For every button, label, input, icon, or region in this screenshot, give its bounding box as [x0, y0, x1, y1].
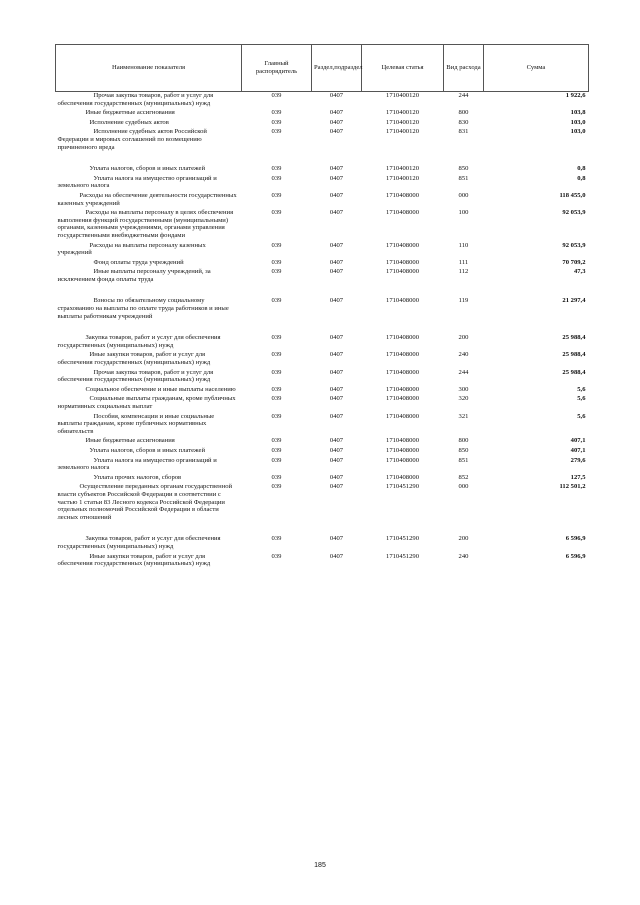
table-row	[56, 128, 589, 165]
row-name: Расходы на выплаты персоналу в целях обеспечения выполнения функций государственными (муниципальными) органами, казенными учреждениями, органами управления государственными внебюджетными фондами	[57, 209, 234, 239]
row-name: Осуществление переданных органам государственной власти субъектов Российской Федерации в соответствии с частью 1 статьи 83 Лесного кодекса Российской Федерации отдельных полномочий Российской Федерации в области лесных отношений	[57, 483, 233, 521]
row-target-article: 1710400120	[386, 118, 419, 126]
row-main-manager: 039	[271, 446, 282, 454]
row-name: Прочая закупка товаров, работ и услуг для обеспечения государственных (муниципальных) нужд	[57, 368, 214, 384]
row-name: Уплата налогов, сборов и иных платежей	[89, 165, 205, 173]
row-main-manager: 039	[271, 258, 282, 266]
table-row	[56, 447, 589, 457]
table-row	[56, 92, 589, 110]
row-amount: 92 053,9	[562, 241, 586, 249]
row-main-manager: 039	[271, 165, 282, 173]
row-name: Уплата налога на имущество организаций и земельного налога	[57, 456, 217, 472]
row-name: Закупка товаров, работ и услуг для обеспечения государственных (муниципальных) нужд	[57, 535, 221, 550]
row-amount: 407,1	[570, 437, 586, 445]
row-expense-type: 850	[458, 165, 469, 173]
row-name: Иные выплаты персоналу учреждений, за исключением фонда оплаты труда	[57, 268, 211, 283]
row-target-article: 1710408000	[386, 209, 419, 217]
header-indicator-name: Наименование показателя	[56, 45, 242, 92]
row-section: 0407	[329, 191, 344, 199]
row-amount: 25 988,4	[562, 351, 586, 359]
row-main-manager: 039	[271, 297, 282, 305]
table-row	[56, 297, 589, 334]
row-amount: 1 922,6	[565, 92, 586, 99]
row-expense-type: 244	[458, 368, 469, 376]
row-expense-type: 321	[458, 412, 469, 420]
row-target-article: 1710408000	[386, 191, 419, 199]
row-expense-type: 244	[458, 92, 469, 99]
row-expense-type: 200	[458, 535, 469, 543]
row-amount: 6 596,9	[565, 535, 586, 543]
row-target-article: 1710400120	[386, 92, 419, 99]
row-main-manager: 039	[271, 456, 282, 464]
table-row	[56, 351, 589, 368]
table-row	[56, 437, 589, 447]
row-expense-type: 110	[458, 241, 469, 249]
row-name: Взносы по обязательному социальному страхованию на выплаты по оплате труда работников и иные выплаты работникам учреждений	[57, 297, 229, 320]
row-amount: 103,0	[570, 118, 586, 126]
row-expense-type: 800	[458, 109, 469, 117]
row-name: Исполнение судебных актов Российской Федерации и мировых соглашений по возмещению причиненного вреда	[57, 128, 207, 151]
row-amount: 47,3	[573, 268, 586, 276]
row-target-article: 1710408000	[386, 258, 419, 266]
row-name: Социальное обеспечение и иные выплаты населению	[85, 385, 236, 393]
table-row	[56, 457, 589, 474]
row-target-article: 1710408000	[386, 395, 419, 403]
row-amount: 0,8	[577, 174, 586, 182]
row-section: 0407	[329, 412, 344, 420]
row-name: Расходы на выплаты персоналу казенных учреждений	[57, 241, 206, 257]
row-expense-type: 851	[458, 456, 469, 464]
row-amount: 92 053,9	[562, 209, 586, 217]
table-row	[56, 553, 589, 570]
page-number: 185	[314, 862, 326, 869]
row-target-article: 1710451290	[386, 535, 419, 543]
table-row	[56, 119, 589, 129]
row-main-manager: 039	[271, 412, 282, 420]
row-section: 0407	[329, 118, 344, 126]
row-target-article: 1710408000	[386, 268, 419, 276]
row-name: Исполнение судебных актов	[89, 118, 169, 126]
row-amount: 118 455,0	[559, 191, 586, 199]
row-section: 0407	[329, 446, 344, 454]
row-target-article: 1710408000	[386, 297, 419, 305]
row-amount: 21 297,4	[562, 297, 586, 305]
row-expense-type: 830	[458, 118, 469, 126]
row-amount: 25 988,4	[562, 334, 586, 342]
row-main-manager: 039	[271, 118, 282, 126]
row-expense-type: 000	[458, 483, 469, 491]
row-section: 0407	[329, 535, 344, 543]
row-amount: 0,8	[577, 165, 586, 173]
row-main-manager: 039	[271, 174, 282, 182]
row-main-manager: 039	[271, 209, 282, 217]
row-main-manager: 039	[271, 368, 282, 376]
row-expense-type: 851	[458, 174, 469, 182]
row-section: 0407	[329, 483, 344, 491]
row-target-article: 1710400120	[386, 128, 419, 136]
row-section: 0407	[329, 209, 344, 217]
row-main-manager: 039	[271, 385, 282, 393]
table-row	[56, 483, 589, 535]
header-section: Раздел,подраздел	[312, 45, 362, 92]
row-main-manager: 039	[271, 191, 282, 199]
row-expense-type: 119	[458, 297, 469, 305]
row-section: 0407	[329, 92, 344, 99]
row-section: 0407	[329, 174, 344, 182]
header-amount: Сумма	[484, 45, 589, 92]
row-amount: 5,6	[577, 385, 586, 393]
row-name: Иные закупки товаров, работ и услуг для обеспечения государственных (муниципальных) нужд	[57, 552, 211, 568]
row-name: Фонд оплаты труда учреждений	[93, 258, 184, 266]
row-name: Уплата налогов, сборов и иных платежей	[89, 446, 205, 454]
table-row	[56, 369, 589, 386]
header-target-article: Целевая статья	[362, 45, 444, 92]
row-expense-type: 831	[458, 128, 469, 136]
row-name: Уплата прочих налогов, сборов	[93, 473, 182, 481]
row-main-manager: 039	[271, 395, 282, 403]
row-target-article: 1710408000	[386, 437, 419, 445]
table-row	[56, 165, 589, 175]
row-target-article: 1710451290	[386, 483, 419, 491]
row-section: 0407	[329, 297, 344, 305]
row-target-article: 1710400120	[386, 174, 419, 182]
table-row	[56, 535, 589, 552]
row-target-article: 1710408000	[386, 241, 419, 249]
table-row	[56, 109, 589, 119]
row-section: 0407	[329, 351, 344, 359]
row-section: 0407	[329, 473, 344, 481]
table-row	[56, 192, 589, 209]
row-main-manager: 039	[271, 92, 282, 99]
row-main-manager: 039	[271, 334, 282, 342]
table-row	[56, 268, 589, 297]
row-main-manager: 039	[271, 109, 282, 117]
row-name: Иные закупки товаров, работ и услуг для обеспечения государственных (муниципальных) нужд	[57, 351, 211, 367]
table-row	[56, 259, 589, 269]
row-expense-type: 111	[458, 258, 469, 266]
row-expense-type: 112	[458, 268, 469, 276]
row-section: 0407	[329, 165, 344, 173]
row-main-manager: 039	[271, 241, 282, 249]
row-section: 0407	[329, 385, 344, 393]
row-target-article: 1710408000	[386, 368, 419, 376]
row-amount: 103,0	[570, 128, 586, 136]
row-amount: 407,1	[570, 446, 586, 454]
row-section: 0407	[329, 258, 344, 266]
row-amount: 103,8	[570, 109, 586, 117]
row-name: Пособия, компенсации и иные социальные выплаты гражданам, кроме публичных нормативных обязательств	[57, 412, 215, 435]
row-target-article: 1710408000	[386, 473, 419, 481]
row-section: 0407	[329, 552, 344, 560]
row-expense-type: 320	[458, 395, 469, 403]
row-section: 0407	[329, 268, 344, 276]
table-row	[56, 209, 589, 241]
row-name: Прочая закупка товаров, работ и услуг для обеспечения государственных (муниципальных) нужд	[57, 92, 214, 107]
row-target-article: 1710408000	[386, 351, 419, 359]
row-main-manager: 039	[271, 473, 282, 481]
row-amount: 6 596,9	[565, 552, 586, 560]
row-expense-type: 000	[458, 191, 469, 199]
row-name: Закупка товаров, работ и услуг для обеспечения государственных (муниципальных) нужд	[57, 334, 221, 349]
row-main-manager: 039	[271, 552, 282, 560]
row-section: 0407	[329, 334, 344, 342]
row-expense-type: 100	[458, 209, 469, 217]
row-expense-type: 240	[458, 552, 469, 560]
row-amount: 279,6	[570, 456, 586, 464]
row-name: Социальные выплаты гражданам, кроме публичных нормативных социальных выплат	[57, 395, 236, 410]
row-target-article: 1710408000	[386, 456, 419, 464]
row-section: 0407	[329, 109, 344, 117]
row-amount: 70 709,2	[562, 258, 586, 266]
row-section: 0407	[329, 368, 344, 376]
row-amount: 112 501,2	[559, 483, 586, 491]
row-main-manager: 039	[271, 483, 282, 491]
row-main-manager: 039	[271, 437, 282, 445]
table-row	[56, 175, 589, 192]
row-target-article: 1710408000	[386, 446, 419, 454]
row-amount: 127,5	[570, 473, 586, 481]
row-amount: 25 988,4	[562, 368, 586, 376]
row-section: 0407	[329, 437, 344, 445]
row-amount: 5,6	[577, 395, 586, 403]
table-header-row	[56, 45, 589, 92]
table-row	[56, 413, 589, 438]
row-section: 0407	[329, 128, 344, 136]
table-body	[56, 92, 589, 570]
row-main-manager: 039	[271, 535, 282, 543]
row-name: Расходы на обеспечение деятельности государственных казенных учреждений	[57, 191, 237, 207]
row-name: Уплата налога на имущество организаций и земельного налога	[57, 174, 217, 190]
row-section: 0407	[329, 241, 344, 249]
row-name: Иные бюджетные ассигнования	[85, 437, 175, 445]
row-main-manager: 039	[271, 128, 282, 136]
header-main-manager: Главный распорядитель	[242, 45, 312, 92]
row-name: Иные бюджетные ассигнования	[85, 109, 175, 117]
row-expense-type: 240	[458, 351, 469, 359]
row-section: 0407	[329, 456, 344, 464]
table-row	[56, 395, 589, 412]
row-target-article: 1710400120	[386, 165, 419, 173]
table-row	[56, 474, 589, 484]
row-target-article: 1710451290	[386, 552, 419, 560]
header-expense-type: Вид расхода	[444, 45, 484, 92]
row-expense-type: 800	[458, 437, 469, 445]
row-target-article: 1710408000	[386, 385, 419, 393]
table-row	[56, 386, 589, 396]
document-page	[55, 44, 588, 570]
row-expense-type: 850	[458, 446, 469, 454]
row-main-manager: 039	[271, 351, 282, 359]
table-row	[56, 242, 589, 259]
budget-table	[55, 44, 589, 570]
table-row	[56, 334, 589, 351]
row-expense-type: 300	[458, 385, 469, 393]
row-target-article: 1710408000	[386, 334, 419, 342]
row-section: 0407	[329, 395, 344, 403]
row-target-article: 1710400120	[386, 109, 419, 117]
row-amount: 5,6	[577, 412, 586, 420]
row-expense-type: 200	[458, 334, 469, 342]
row-main-manager: 039	[271, 268, 282, 276]
row-expense-type: 852	[458, 473, 469, 481]
row-target-article: 1710408000	[386, 412, 419, 420]
